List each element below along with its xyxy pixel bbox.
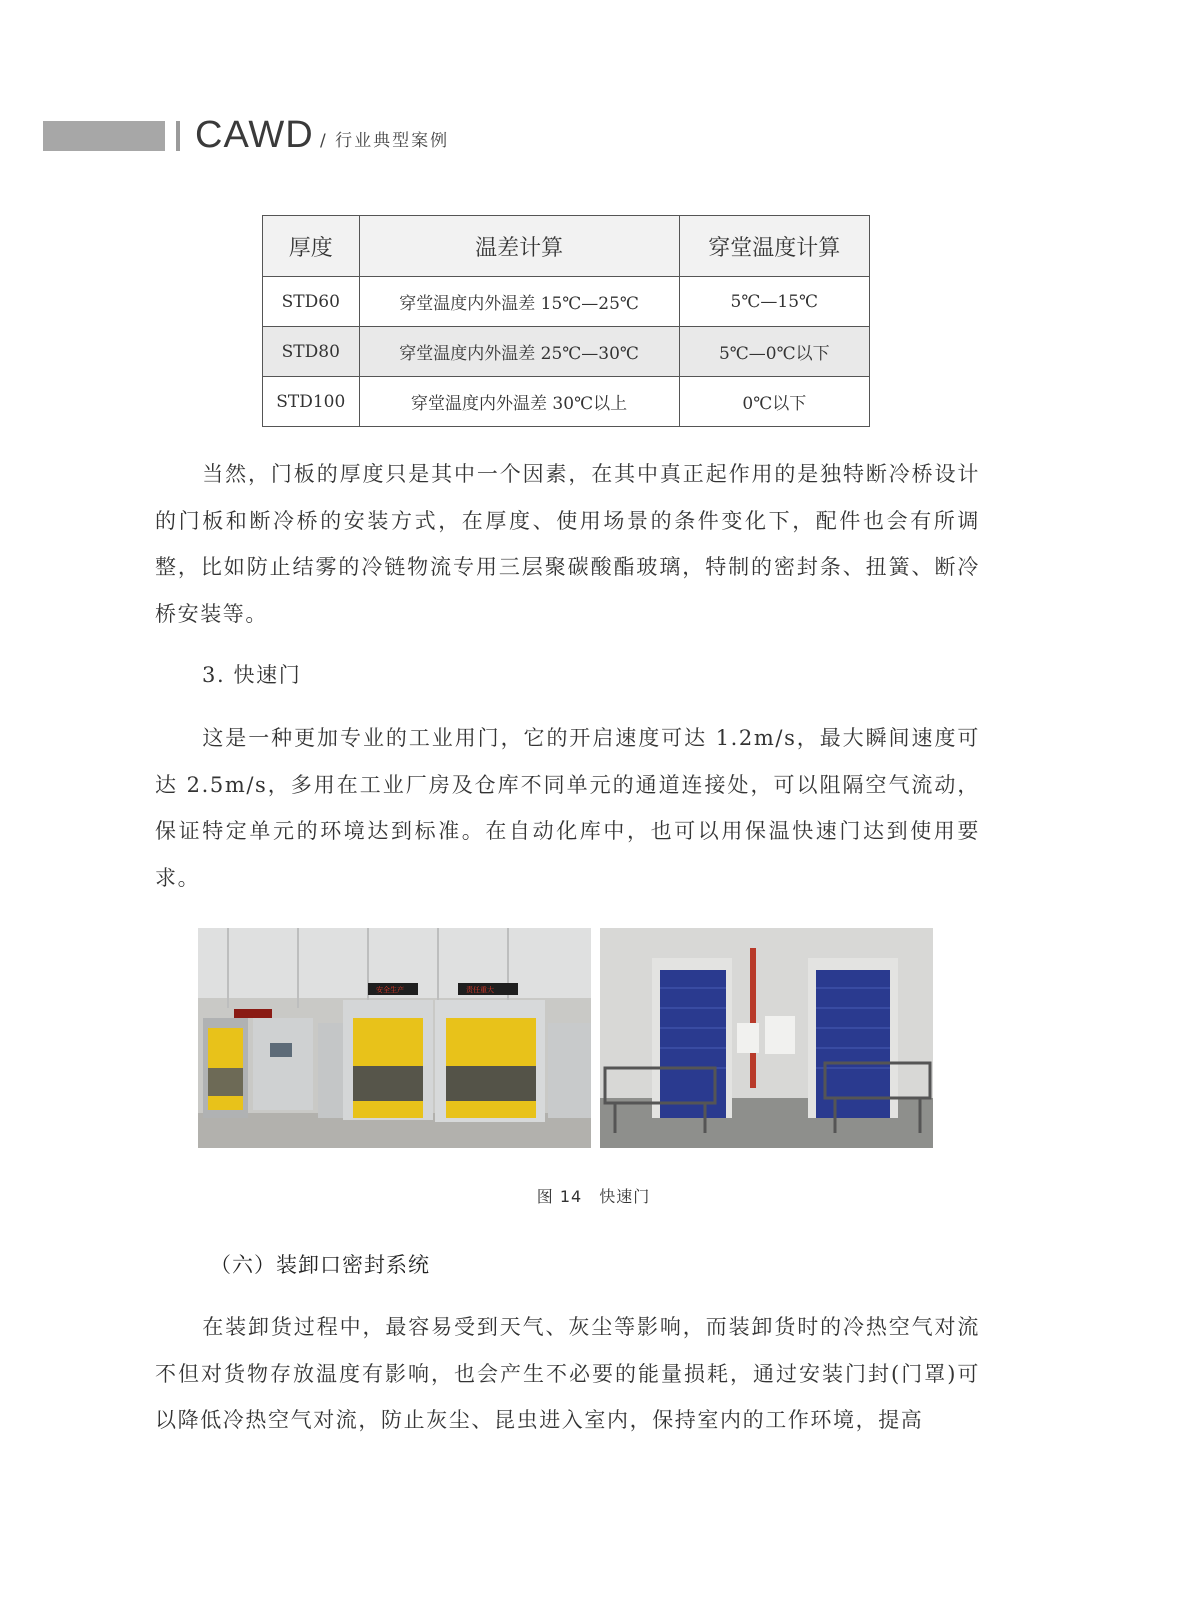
sign-text: 责任重大	[466, 986, 494, 994]
section-title: （六）装卸口密封系统	[210, 1253, 430, 1277]
paragraph-1	[155, 451, 980, 637]
table-cell: 5℃—0℃以下	[679, 327, 869, 377]
paragraph-3	[155, 1304, 980, 1444]
table-row	[263, 277, 870, 327]
table-header-cell: 厚度	[263, 216, 360, 277]
paragraph-2	[155, 715, 980, 901]
subheading-3	[155, 652, 980, 699]
table-header-cell: 温差计算	[359, 216, 679, 277]
table-cell: STD60	[263, 277, 360, 327]
paragraph-text: 在装卸货过程中，最容易受到天气、灰尘等影响，而装卸货时的冷热空气对流不但对货物存放温度有影响，也会产生不必要的能量损耗，通过安装门封(门罩)可以降低冷热空气对流，防止灰尘、昆虫进入室内，保持室内的工作环境，提高	[155, 1315, 980, 1432]
table-header-row	[263, 216, 870, 277]
table-cell: 穿堂温度内外温差 30℃以上	[359, 377, 679, 427]
table-cell: 穿堂温度内外温差 25℃—30℃	[359, 327, 679, 377]
table-row	[263, 327, 870, 377]
table-cell: 0℃以下	[679, 377, 869, 427]
thickness-table	[262, 215, 870, 427]
paragraph-text: 这是一种更加专业的工业用门，它的开启速度可达 1.2m/s，最大瞬间速度可达 2.5m/s，多用在工业厂房及仓库不同单元的通道连接处，可以阻隔空气流动，保证特定单元的环境达到标准。在自动化库中，也可以用保温快速门达到使用要求。	[155, 726, 980, 890]
header-separator	[176, 121, 180, 151]
header-brand: CAWD	[195, 114, 314, 156]
table-cell: STD100	[263, 377, 360, 427]
photo-yellow-doors	[198, 928, 591, 1148]
header-subtitle: / 行业典型案例	[320, 131, 450, 151]
table-header-cell: 穿堂温度计算	[679, 216, 869, 277]
sign-text: 安全生产	[376, 986, 404, 994]
table-row	[263, 377, 870, 427]
table-cell: 穿堂温度内外温差 15℃—25℃	[359, 277, 679, 327]
subheading-text: 3. 快速门	[202, 663, 302, 687]
table-cell: 5℃—15℃	[679, 277, 869, 327]
header-bar	[43, 121, 165, 151]
photo-blue-doors	[600, 928, 933, 1148]
table-cell: STD80	[263, 327, 360, 377]
figure-caption: 图 14 快速门	[536, 1187, 651, 1206]
paragraph-text: 当然，门板的厚度只是其中一个因素，在其中真正起作用的是独特断冷桥设计的门板和断冷桥的安装方式，在厚度、使用场景的条件变化下，配件也会有所调整，比如防止结雾的冷链物流专用三层聚碳酸酯玻璃，特制的密封条、扭簧、断冷桥安装等。	[155, 462, 980, 626]
